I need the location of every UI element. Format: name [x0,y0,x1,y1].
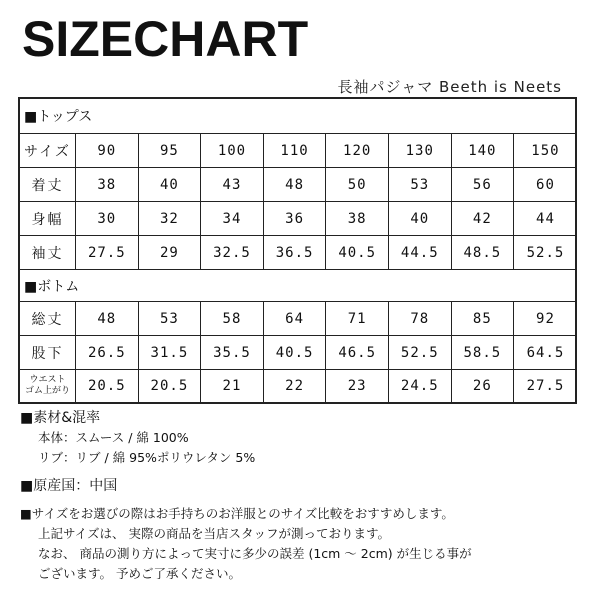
size-header-cell: 95 [139,134,202,167]
row-label [20,370,76,402]
row-label: 袖丈 [20,236,76,269]
row-label: 総丈 [20,302,76,335]
table-cell: 23 [326,370,389,402]
table-cell: 36.5 [264,236,327,269]
table-row [20,370,575,402]
table-cell: 56 [452,168,515,201]
table-cell: 26 [452,370,515,402]
table-cell: 27.5 [526,378,565,394]
row-label: 股下 [20,336,76,369]
table-cell: 64 [264,302,327,335]
size-header-cell: 90 [76,134,139,167]
table-cell: 35.5 [201,336,264,369]
table-cell: 53 [139,302,202,335]
table-cell: 60 [536,176,555,193]
table-cell: 52.5 [389,336,452,369]
waist-label-line1: ウエスト [29,375,66,385]
notice-line: なお、 商品の測り方によって実寸に多少の誤差 (1cm ～ 2cm) が生じる事が [38,546,472,561]
material-line: リブ：リブ / 綿 95%ポリウレタン 5% [38,450,256,465]
table-cell: 31.5 [139,336,202,369]
size-header-cell: 100 [201,134,264,167]
size-header-cell: 140 [452,134,515,167]
table-cell: 20.5 [76,370,139,402]
table-cell: 40.5 [326,236,389,269]
tops-size-header-row [20,134,575,168]
table-cell: 53 [389,168,452,201]
material-heading: ■素材&混率 [20,410,101,426]
table-row [20,336,575,370]
table-row [20,236,575,270]
table-cell: 40.5 [264,336,327,369]
tops-section-heading: ■トップス [20,99,575,134]
table-cell: 26.5 [76,336,139,369]
material-line: 本体：スムース / 綿 100% [38,430,189,445]
table-row [20,302,575,336]
table-row [20,168,575,202]
table-cell: 42 [452,202,515,235]
row-label: 身幅 [20,202,76,235]
table-cell: 48 [76,302,139,335]
table-cell: 27.5 [76,236,139,269]
table-cell: 58.5 [452,336,515,369]
size-table [18,97,577,404]
table-cell: 44.5 [389,236,452,269]
table-cell: 48.5 [452,236,515,269]
size-header-label: サイズ [20,134,76,167]
origin-heading: ■原産国：中国 [20,478,118,494]
table-cell: 38 [326,202,389,235]
notice-line: ■サイズをお選びの際はお手持ちのお洋服とのサイズ比較をおすすめします。 [20,506,454,521]
notice-line: ございます。 予めご了承ください。 [38,566,241,581]
table-cell: 78 [389,302,452,335]
table-cell: 71 [326,302,389,335]
product-subtitle: 長袖パジャマ Beeth is Neets [337,78,562,96]
table-cell: 46.5 [326,336,389,369]
page-title: SIZECHART [22,11,309,67]
table-cell: 21 [201,370,264,402]
table-cell: 20.5 [139,370,202,402]
table-cell: 40 [139,168,202,201]
size-header-cell: 110 [264,134,327,167]
table-cell: 38 [76,168,139,201]
table-cell: 64.5 [526,344,565,361]
table-cell: 40 [389,202,452,235]
table-cell: 36 [264,202,327,235]
table-cell: 43 [201,168,264,201]
table-cell: 22 [264,370,327,402]
table-cell: 29 [139,236,202,269]
bottoms-section-heading: ■ボトム [20,270,575,302]
table-cell: 48 [264,168,327,201]
table-cell: 52.5 [526,244,565,261]
notice-line: 上記サイズは、 実際の商品を当店スタッフが測っております。 [38,526,390,541]
table-cell: 50 [326,168,389,201]
table-cell: 58 [201,302,264,335]
size-header-cell: 130 [389,134,452,167]
table-cell: 92 [536,310,555,327]
table-cell: 32.5 [201,236,264,269]
waist-label-line2: ゴム上がり [24,386,70,396]
table-cell: 44 [536,210,555,227]
table-row [20,202,575,236]
table-cell: 85 [452,302,515,335]
table-cell: 32 [139,202,202,235]
size-header-cell: 120 [326,134,389,167]
table-cell: 30 [76,202,139,235]
table-cell: 34 [201,202,264,235]
row-label: 着丈 [20,168,76,201]
notes-section [20,408,580,584]
size-header-cell: 150 [531,142,560,159]
table-cell: 24.5 [389,370,452,402]
